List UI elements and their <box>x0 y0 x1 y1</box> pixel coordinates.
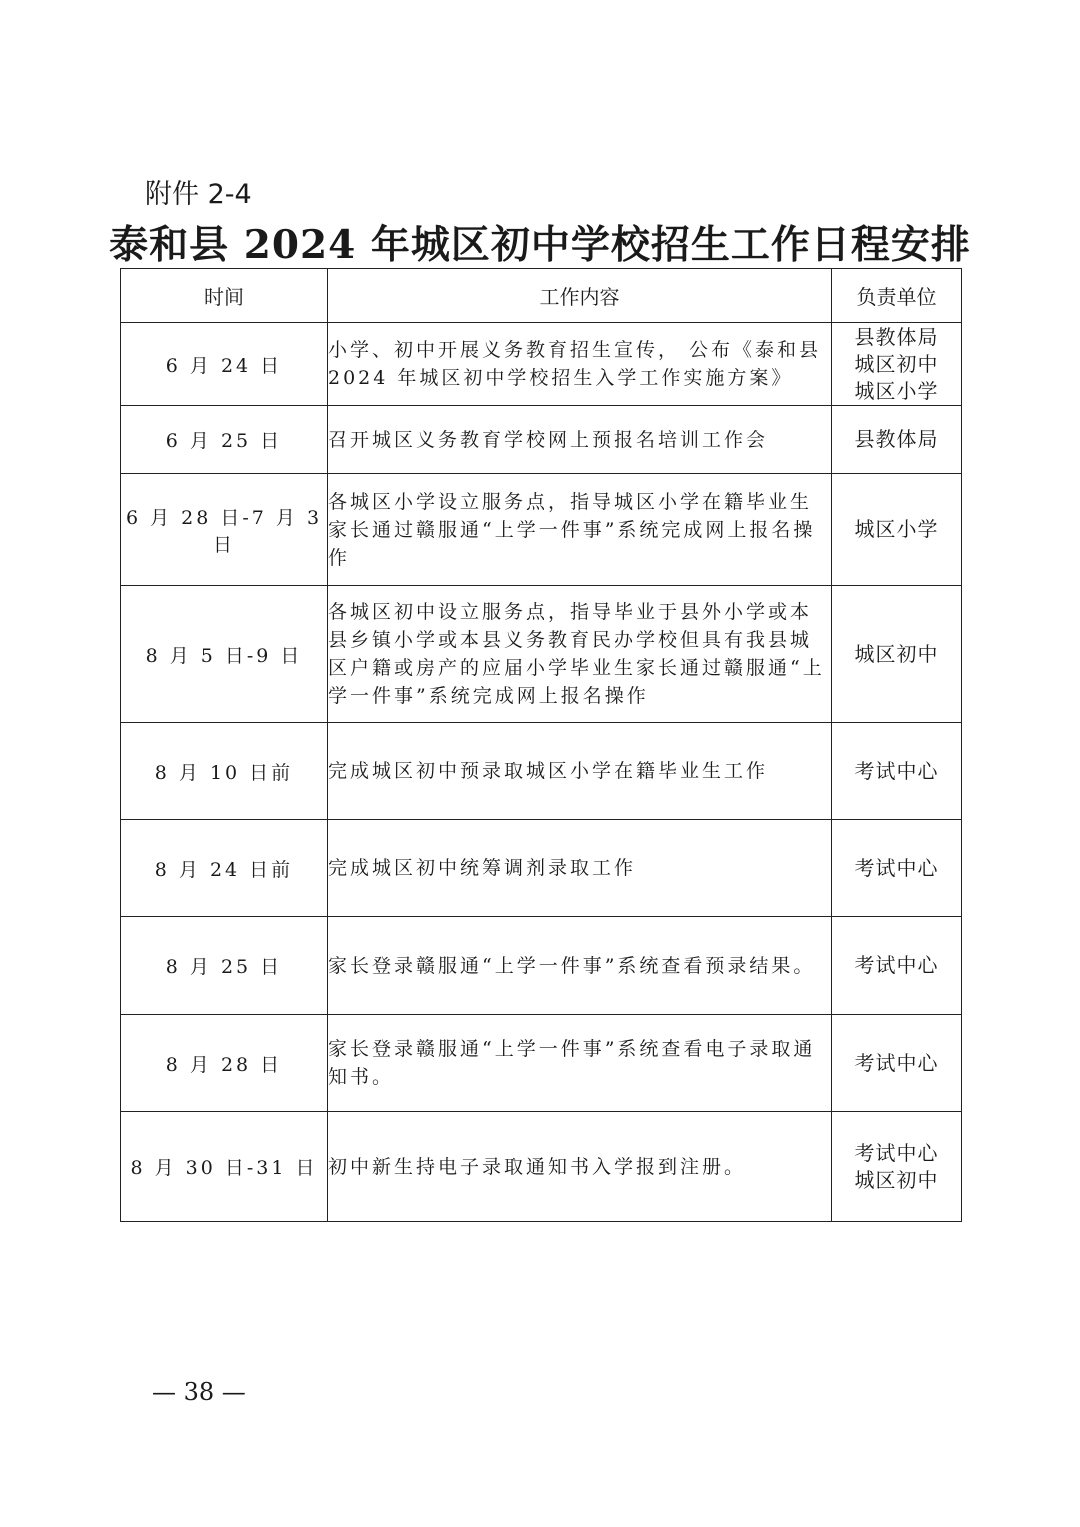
header-content: 工作内容 <box>328 269 832 323</box>
page-number: — 38 — <box>152 1378 246 1406</box>
table-row <box>121 1112 962 1222</box>
table-row <box>121 406 962 474</box>
unit-name: 县教体局 <box>854 427 939 451</box>
row-time: 8 月 5 日-9 日 <box>121 586 328 723</box>
row-content: 家长登录赣服通“上学一件事”系统查看电子录取通知书。 <box>328 1015 832 1112</box>
row-time: 8 月 30 日-31 日 <box>121 1112 328 1222</box>
table-header-row <box>121 269 962 323</box>
row-content: 各城区小学设立服务点，指导城区小学在籍毕业生家长通过赣服通“上学一件事”系统完成网上报名操作 <box>328 474 832 586</box>
row-time: 8 月 28 日 <box>121 1015 328 1112</box>
row-unit <box>832 586 962 723</box>
header-unit: 负责单位 <box>832 269 962 323</box>
row-unit <box>832 1015 962 1112</box>
table-row <box>121 586 962 723</box>
unit-name: 城区小学 <box>854 517 939 541</box>
unit-name: 城区初中 <box>854 351 939 376</box>
unit-name: 城区小学 <box>854 378 939 403</box>
unit-name: 县教体局 <box>854 324 939 349</box>
row-time: 6 月 24 日 <box>121 323 328 406</box>
row-content: 小学、初中开展义务教育招生宣传， 公布《泰和县 2024 年城区初中学校招生入学工作实施方案》 <box>328 323 832 406</box>
row-time: 6 月 25 日 <box>121 406 328 474</box>
row-content: 召开城区义务教育学校网上预报名培训工作会 <box>328 406 832 474</box>
row-content: 家长登录赣服通“上学一件事”系统查看预录结果。 <box>328 917 832 1015</box>
document-title: 泰和县 2024 年城区初中学校招生工作日程安排 <box>109 222 971 268</box>
row-time: 8 月 25 日 <box>121 917 328 1015</box>
table-row <box>121 917 962 1015</box>
unit-name: 考试中心 <box>854 855 939 880</box>
table-row <box>121 723 962 820</box>
row-content: 完成城区初中统筹调剂录取工作 <box>328 820 832 917</box>
header-time: 时间 <box>121 269 328 323</box>
row-time: 8 月 24 日前 <box>121 820 328 917</box>
row-time: 8 月 10 日前 <box>121 723 328 820</box>
row-content: 各城区初中设立服务点，指导毕业于县外小学或本县乡镇小学或本县义务教育民办学校但具有我县城区户籍或房产的应届小学毕业生家长通过赣服通“上学一件事”系统完成网上报名操作 <box>328 586 832 723</box>
table-row <box>121 474 962 586</box>
unit-name: 考试中心 <box>854 758 939 783</box>
row-content: 完成城区初中预录取城区小学在籍毕业生工作 <box>328 723 832 820</box>
row-unit <box>832 917 962 1015</box>
row-unit <box>832 1112 962 1222</box>
unit-name: 城区初中 <box>854 1167 939 1192</box>
unit-name: 城区初中 <box>854 641 939 666</box>
table-row <box>121 1015 962 1112</box>
row-content: 初中新生持电子录取通知书入学报到注册。 <box>328 1112 832 1222</box>
unit-name: 考试中心 <box>854 1140 939 1165</box>
row-unit <box>832 820 962 917</box>
row-unit <box>832 323 962 406</box>
unit-name: 考试中心 <box>854 953 939 977</box>
unit-name: 考试中心 <box>854 1050 939 1075</box>
schedule-table <box>120 268 962 1222</box>
row-time: 6 月 28 日-7 月 3 日 <box>121 474 328 586</box>
row-unit <box>832 723 962 820</box>
table-row <box>121 323 962 406</box>
row-unit <box>832 406 962 474</box>
attachment-label: 附件 2-4 <box>145 179 252 210</box>
table-row <box>121 820 962 917</box>
row-unit <box>832 474 962 586</box>
